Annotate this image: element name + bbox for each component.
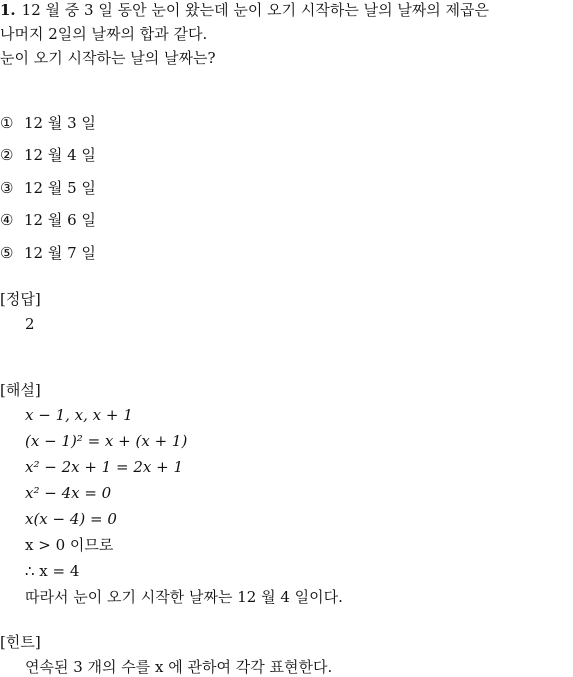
option-5-label: 12 월 7 일 [24,244,96,262]
question-line-3: 눈이 오기 시작하는 날의 날짜는? [0,49,216,67]
explanation-line-1: x − 1, x, x + 1 [25,406,133,424]
option-5[interactable] [0,243,96,263]
question-line-2: 나머지 2일의 날짜의 합과 같다. [0,25,208,43]
option-3-label: 12 월 5 일 [24,179,96,197]
explanation-line-2: (x − 1)² = x + (x + 1) [25,432,188,450]
question-text-1: 12 월 중 3 일 동안 눈이 왔는데 눈이 오기 시작하는 날의 날짜의 제곱은 [21,1,490,19]
option-4-label: 12 월 6 일 [24,211,96,229]
option-5-mark: ⑤ [0,244,14,262]
option-2-mark: ② [0,146,14,164]
explanation-label: [해설] [0,381,41,399]
option-1-mark: ① [0,114,14,132]
explanation-line-3: x² − 2x + 1 = 2x + 1 [25,458,183,476]
option-2[interactable] [0,145,96,165]
option-1[interactable] [0,113,96,133]
hint-label: [힌트] [0,633,41,651]
option-3-mark: ③ [0,179,14,197]
option-2-label: 12 월 4 일 [24,146,96,164]
option-4-mark: ④ [0,211,14,229]
option-1-label: 12 월 3 일 [24,114,96,132]
option-3[interactable] [0,178,96,198]
explanation-line-5: x(x − 4) = 0 [25,510,117,528]
explanation-line-6: x > 0 이므로 [25,536,114,554]
hint-text: 연속된 3 개의 수를 x 에 관하여 각각 표현한다. [25,658,333,676]
answer-value: 2 [25,315,35,333]
question-number: 1. [0,1,16,19]
question-line-1 [0,0,489,20]
explanation-line-8: 따라서 눈이 오기 시작한 날짜는 12 월 4 일이다. [25,588,343,606]
explanation-line-4: x² − 4x = 0 [25,484,112,502]
explanation-line-7: ∴ x = 4 [25,562,80,580]
answer-label: [정답] [0,290,41,308]
option-4[interactable] [0,210,96,230]
